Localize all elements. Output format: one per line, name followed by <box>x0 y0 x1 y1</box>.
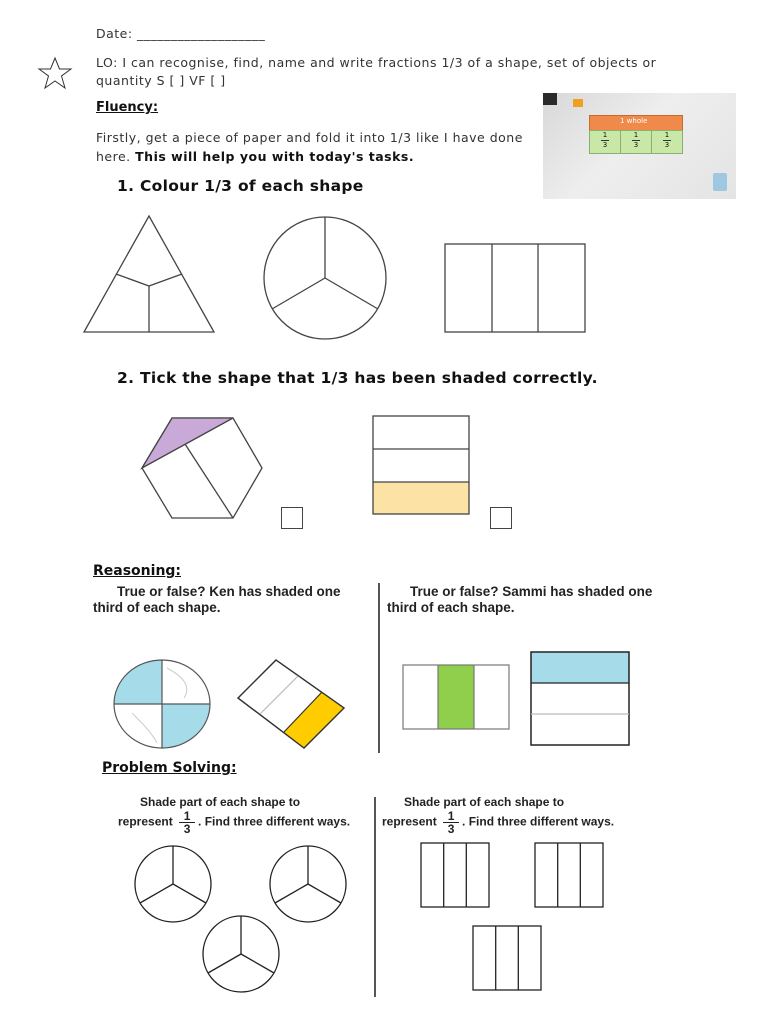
problem-left-line-2: represent $\frac{1}{3}$ . Find three different ways. <box>118 809 351 836</box>
fluency-text-here: here. <box>96 149 131 164</box>
hexagon-shaded <box>140 416 264 520</box>
circle-thirds[interactable] <box>262 215 388 341</box>
sammi-rectangle <box>402 664 510 730</box>
lo-line-1: LO: I can recognise, find, name and write fractions 1/3 of a shape, set of objects or <box>96 55 657 70</box>
lo-line-2: quantity S [ ] VF [ ] <box>96 73 226 88</box>
folded-paper-photo <box>543 93 736 199</box>
problem-circle-2[interactable] <box>268 844 348 924</box>
reasoning-left-line-1: True or false? Ken has shaded one <box>117 584 341 599</box>
problem-left-line-1: Shade part of each shape to <box>140 795 301 809</box>
fluency-text-line-2 <box>96 149 414 164</box>
photo-whole-label: 1 whole <box>620 117 648 125</box>
photo-third-1: 1 3 <box>589 130 621 154</box>
tick-box-rectangle[interactable] <box>490 507 512 529</box>
problem-right-line-2: represent $\frac{1}{3}$ . Find three different ways. <box>382 809 615 836</box>
question-2-label: 2. Tick the shape that 1/3 has been shaded correctly. <box>117 369 598 387</box>
problem-rectangle-3[interactable] <box>472 925 542 991</box>
stacked-rectangle-shaded <box>372 415 470 515</box>
reasoning-left-line-2: third of each shape. <box>93 600 221 615</box>
reasoning-heading: Reasoning: <box>93 563 182 579</box>
fluency-heading: Fluency: <box>96 100 159 115</box>
photo-third-3: 1 3 <box>651 130 683 154</box>
reasoning-divider <box>378 583 380 753</box>
ken-diamond <box>236 658 346 750</box>
tick-box-hexagon[interactable] <box>281 507 303 529</box>
photo-whole-strip <box>589 115 683 131</box>
sammi-square <box>530 651 630 746</box>
star-icon <box>36 56 74 90</box>
problem-circle-1[interactable] <box>133 844 213 924</box>
rectangle-thirds[interactable] <box>444 243 586 333</box>
problem-solving-heading: Problem Solving: <box>102 760 237 776</box>
problem-circle-3[interactable] <box>201 914 281 994</box>
problem-rectangle-1[interactable] <box>420 842 490 908</box>
question-1-label: 1. Colour 1/3 of each shape <box>117 177 364 195</box>
reasoning-right-line-2: third of each shape. <box>387 600 515 615</box>
fluency-text-line-1: Firstly, get a piece of paper and fold it into 1/3 like I have done <box>96 130 523 145</box>
date-line: Date: ___________________ <box>96 26 266 41</box>
reasoning-right-line-1: True or false? Sammi has shaded one <box>410 584 653 599</box>
problem-divider <box>374 797 376 997</box>
problem-right-line-1: Shade part of each shape to <box>404 795 565 809</box>
fluency-text-bold: This will help you with today's tasks. <box>135 149 415 164</box>
ken-circle <box>112 658 212 750</box>
problem-rectangle-2[interactable] <box>534 842 604 908</box>
triangle-thirds[interactable] <box>82 214 216 334</box>
photo-third-2: 1 3 <box>620 130 652 154</box>
